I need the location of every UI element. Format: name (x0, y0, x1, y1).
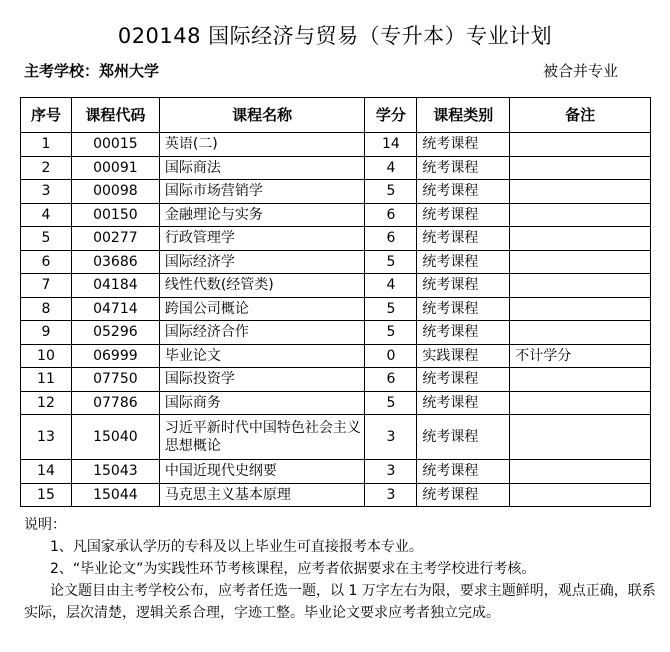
row-number: 15 (21, 483, 72, 507)
course-name: 国际经济学 (159, 250, 365, 274)
course-note (510, 483, 651, 507)
course-note (510, 415, 651, 460)
course-type: 统考课程 (417, 368, 510, 392)
course-code: 15044 (71, 483, 159, 507)
course-credit: 4 (365, 274, 417, 298)
course-credit: 0 (365, 344, 417, 368)
header-no: 序号 (21, 98, 72, 133)
row-number: 6 (21, 250, 72, 274)
course-note (510, 274, 651, 298)
course-name: 毕业论文 (159, 344, 365, 368)
row-number: 14 (21, 460, 72, 484)
course-type: 统考课程 (417, 133, 510, 157)
row-number: 5 (21, 227, 72, 251)
course-credit: 3 (365, 460, 417, 484)
row-number: 3 (21, 180, 72, 204)
row-number: 10 (21, 344, 72, 368)
course-type: 统考课程 (417, 483, 510, 507)
course-type: 统考课程 (417, 227, 510, 251)
row-number: 1 (21, 133, 72, 157)
course-code: 04184 (71, 274, 159, 298)
course-credit: 14 (365, 133, 417, 157)
header-name: 课程名称 (159, 98, 365, 133)
table-row (21, 297, 651, 321)
course-credit: 6 (365, 227, 417, 251)
course-name: 国际投资学 (159, 368, 365, 392)
table-row (21, 274, 651, 298)
course-type: 统考课程 (417, 321, 510, 345)
table-row (21, 415, 651, 460)
course-name: 英语(二) (159, 133, 365, 157)
course-credit: 6 (365, 203, 417, 227)
course-code: 00091 (71, 156, 159, 180)
course-credit: 5 (365, 321, 417, 345)
course-credit: 5 (365, 180, 417, 204)
notes-section (24, 514, 656, 624)
row-number: 9 (21, 321, 72, 345)
row-number: 4 (21, 203, 72, 227)
course-credit: 5 (365, 297, 417, 321)
row-number: 2 (21, 156, 72, 180)
course-note (510, 460, 651, 484)
course-code: 00015 (71, 133, 159, 157)
course-note (510, 391, 651, 415)
table-row (21, 483, 651, 507)
course-type: 统考课程 (417, 297, 510, 321)
row-number: 11 (21, 368, 72, 392)
course-code: 15043 (71, 460, 159, 484)
page-title: 020148 国际经济与贸易（专升本）专业计划 (117, 24, 553, 48)
host-school: 主考学校：郑州大学 (24, 62, 160, 80)
course-code: 00098 (71, 180, 159, 204)
course-note: 不计学分 (510, 344, 651, 368)
note-item: 2、“毕业论文”为实践性环节考核课程，应考者依据要求在主考学校进行考核。 (50, 561, 536, 577)
course-code: 05296 (71, 321, 159, 345)
course-note (510, 156, 651, 180)
course-type: 统考课程 (417, 203, 510, 227)
table-header-row (21, 98, 651, 133)
course-code: 04714 (71, 297, 159, 321)
row-number: 13 (21, 415, 72, 460)
course-type: 实践课程 (417, 344, 510, 368)
course-credit: 3 (365, 415, 417, 460)
header-code: 课程代码 (71, 98, 159, 133)
course-name: 国际经济合作 (159, 321, 365, 345)
table-row (21, 133, 651, 157)
course-table (20, 97, 651, 507)
course-code: 07786 (71, 391, 159, 415)
course-credit: 5 (365, 250, 417, 274)
course-name: 国际市场营销学 (159, 180, 365, 204)
course-name: 国际商务 (159, 391, 365, 415)
header-credit: 学分 (365, 98, 417, 133)
course-type: 统考课程 (417, 250, 510, 274)
course-name: 马克思主义基本原理 (159, 483, 365, 507)
status-label: 被合并专业 (542, 62, 618, 80)
course-note (510, 368, 651, 392)
header-type: 课程类别 (417, 98, 510, 133)
course-code: 00150 (71, 203, 159, 227)
course-code: 00277 (71, 227, 159, 251)
course-note (510, 250, 651, 274)
course-credit: 3 (365, 483, 417, 507)
course-name: 行政管理学 (159, 227, 365, 251)
course-type: 统考课程 (417, 156, 510, 180)
row-number: 8 (21, 297, 72, 321)
table-row (21, 368, 651, 392)
table-row (21, 180, 651, 204)
course-note (510, 180, 651, 204)
table-row (21, 156, 651, 180)
table-row (21, 203, 651, 227)
course-note (510, 297, 651, 321)
course-name: 中国近现代史纲要 (159, 460, 365, 484)
header-note: 备注 (510, 98, 651, 133)
course-name: 金融理论与实务 (159, 203, 365, 227)
course-name: 跨国公司概论 (159, 297, 365, 321)
table-row (21, 460, 651, 484)
row-number: 12 (21, 391, 72, 415)
table-row (21, 321, 651, 345)
course-type: 统考课程 (417, 274, 510, 298)
table-row (21, 391, 651, 415)
course-note (510, 133, 651, 157)
course-note (510, 321, 651, 345)
course-type: 统考课程 (417, 391, 510, 415)
course-credit: 5 (365, 391, 417, 415)
course-code: 03686 (71, 250, 159, 274)
note-item: 论文题目由主考学校公布，应考者任选一题，以 1 万字左右为限，要求主题鲜明，观点正确，联系实际，层次清楚，逻辑关系合理，字迹工整。毕业论文要求应考者独立完成。 (24, 583, 656, 621)
course-type: 统考课程 (417, 180, 510, 204)
course-code: 06999 (71, 344, 159, 368)
notes-heading: 说明： (24, 517, 66, 533)
note-item: 1、凡国家承认学历的专科及以上毕业生可直接报考本专业。 (50, 539, 423, 555)
row-number: 7 (21, 274, 72, 298)
course-code: 07750 (71, 368, 159, 392)
table-row (21, 344, 651, 368)
course-type: 统考课程 (417, 460, 510, 484)
course-name: 习近平新时代中国特色社会主义思想概论 (159, 415, 365, 460)
course-credit: 6 (365, 368, 417, 392)
course-type: 统考课程 (417, 415, 510, 460)
course-code: 15040 (71, 415, 159, 460)
course-name: 国际商法 (159, 156, 365, 180)
course-credit: 4 (365, 156, 417, 180)
course-name: 线性代数(经管类) (159, 274, 365, 298)
course-note (510, 227, 651, 251)
table-row (21, 250, 651, 274)
course-note (510, 203, 651, 227)
table-row (21, 227, 651, 251)
